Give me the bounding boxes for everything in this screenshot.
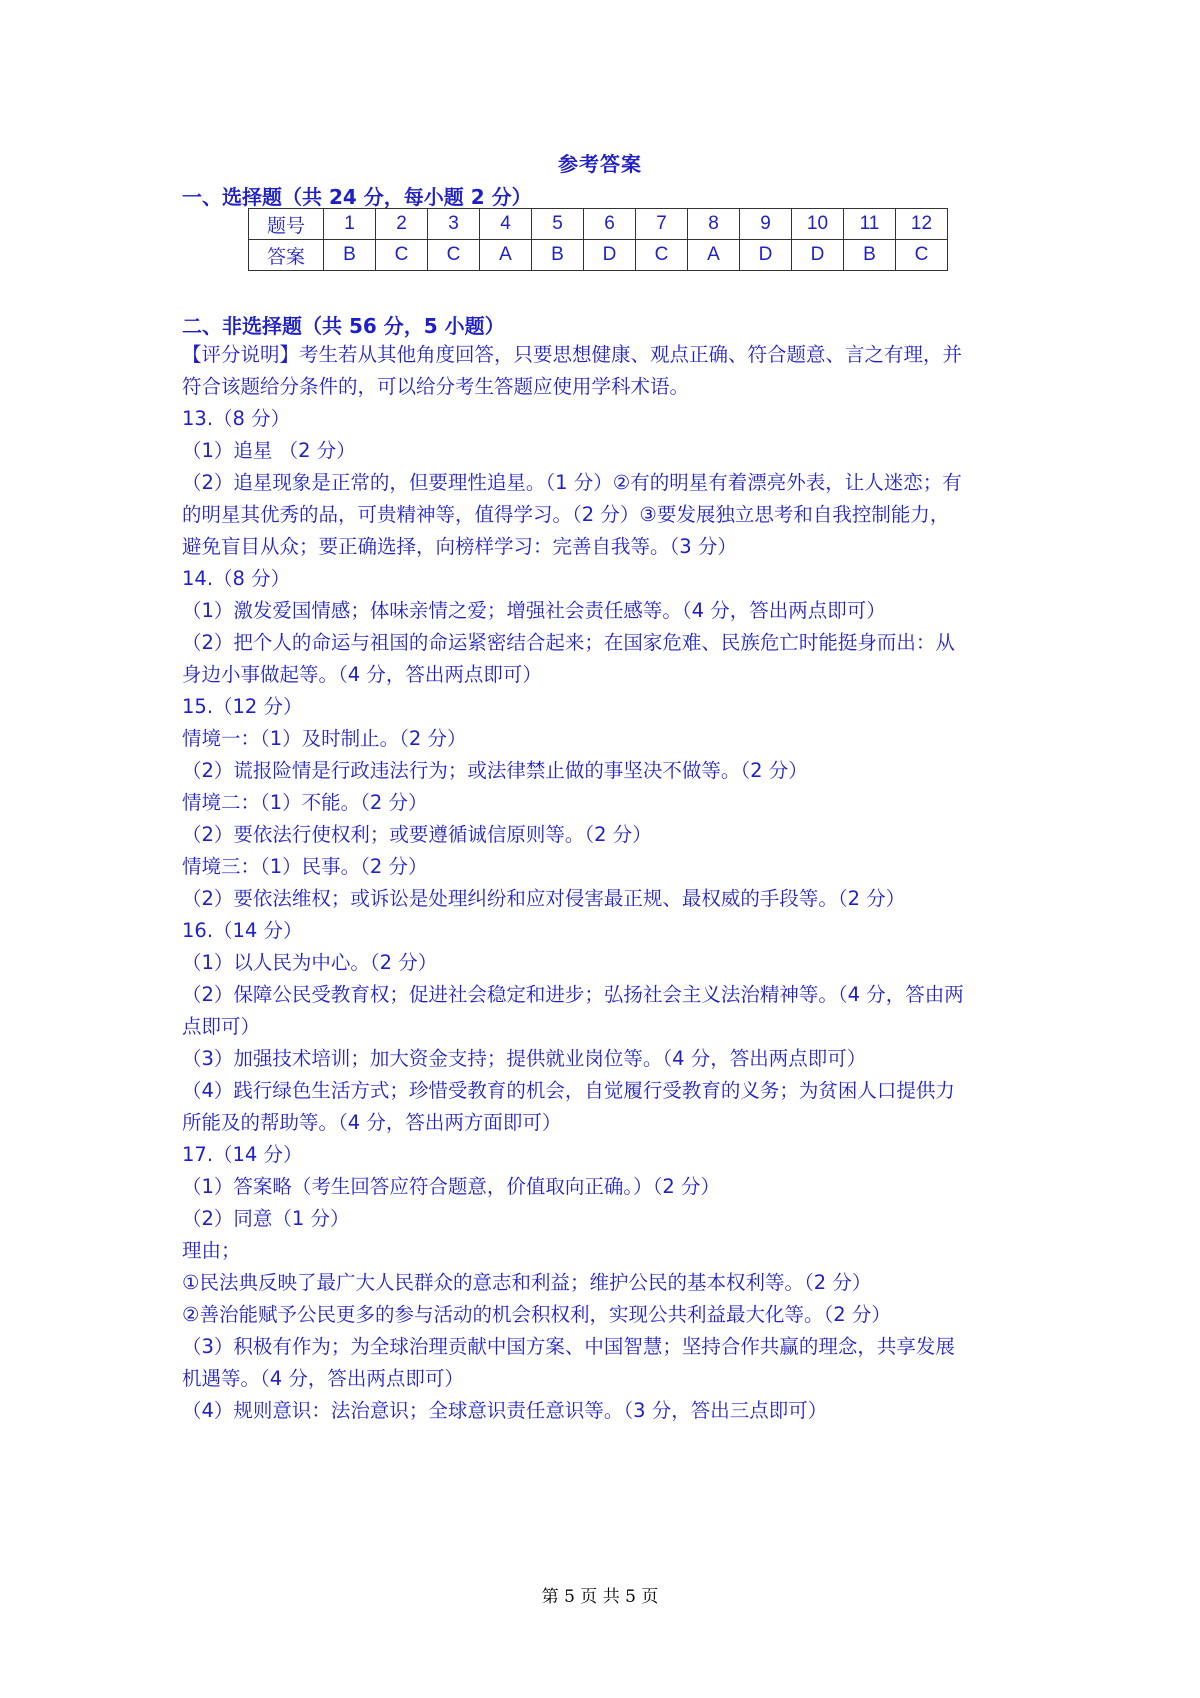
text-line: （3）积极有作为；为全球治理贡献中国方案、中国智慧；坚持合作共赢的理念，共享发展 xyxy=(182,1335,955,1358)
text-line: （2）谎报险情是行政违法行为；或法律禁止做的事坚决不做等。（2 分） xyxy=(182,759,808,782)
text-line: （1）激发爱国情感；体味亲情之爱；增强社会责任感等。（4 分，答出两点即可） xyxy=(182,599,886,622)
section-heading-choice: 一、选择题（共 24 分，每小题 2 分） xyxy=(182,185,532,209)
text-line: （2）保障公民受教育权；促进社会稳定和进步；弘扬社会主义法治精神等。（4 分，答由两 xyxy=(182,983,964,1006)
text-line: 机遇等。（4 分，答出两点即可） xyxy=(182,1367,464,1390)
page-title: 参考答案 xyxy=(558,152,642,176)
text-line: 身边小事做起等。（4 分，答出两点即可） xyxy=(182,663,542,686)
question-number-cell: 3 xyxy=(428,209,480,240)
text-line: （2）要依法维权；或诉讼是处理纠纷和应对侵害最正规、最权威的手段等。（2 分） xyxy=(182,887,906,910)
answer-cell: A xyxy=(688,240,740,271)
answer-row xyxy=(249,240,948,271)
text-line: （2）同意（1 分） xyxy=(182,1207,350,1230)
text-line: （4）践行绿色生活方式；珍惜受教育的机会，自觉履行受教育的义务；为贫困人口提供力 xyxy=(182,1079,955,1102)
question-number-cell: 7 xyxy=(636,209,688,240)
question-number-row xyxy=(249,209,948,240)
answer-cell: C xyxy=(636,240,688,271)
question-number-cell: 6 xyxy=(584,209,636,240)
answer-cell: D xyxy=(740,240,792,271)
text-line: （4）规则意识：法治意识；全球意识责任意识等。（3 分，答出三点即可） xyxy=(182,1399,828,1422)
row-header-number: 题号 xyxy=(249,209,324,240)
text-line: ①民法典反映了最广大人民群众的意志和利益；维护公民的基本权利等。（2 分） xyxy=(182,1271,872,1294)
text-line: 15.（12 分） xyxy=(182,695,303,718)
section-heading-non-choice: 二、非选择题（共 56 分，5 小题） xyxy=(182,314,505,338)
page-footer: 第 5 页 共 5 页 xyxy=(541,1587,659,1607)
text-line: （2）要依法行使权利；或要遵循诚信原则等。（2 分） xyxy=(182,823,652,846)
text-line: （2）把个人的命运与祖国的命运紧密结合起来；在国家危难、民族危亡时能挺身而出：从 xyxy=(182,631,955,654)
answer-cell: B xyxy=(844,240,896,271)
question-number-cell: 9 xyxy=(740,209,792,240)
text-line: 13.（8 分） xyxy=(182,407,291,430)
text-line: 避免盲目从众；要正确选择，向榜样学习：完善自我等。（3 分） xyxy=(182,535,737,558)
text-line: 情境二：（1）不能。（2 分） xyxy=(182,791,428,814)
text-line: （1）以人民为中心。（2 分） xyxy=(182,951,438,974)
question-number-cell: 11 xyxy=(844,209,896,240)
text-line: 的明星其优秀的品，可贵精神等，值得学习。（2 分）③要发展独立思考和自我控制能力， xyxy=(182,503,950,526)
question-number-cell: 1 xyxy=(324,209,376,240)
text-line: （3）加强技术培训；加大资金支持；提供就业岗位等。（4 分，答出两点即可） xyxy=(182,1047,867,1070)
text-line: 所能及的帮助等。（4 分，答出两方面即可） xyxy=(182,1111,562,1134)
text-line: （2）追星现象是正常的，但要理性追星。（1 分）②有的明星有着漂亮外表，让人迷恋；有 xyxy=(182,471,962,494)
text-line: 17.（14 分） xyxy=(182,1143,303,1166)
answer-table xyxy=(248,208,948,271)
question-number-cell: 12 xyxy=(896,209,948,240)
answer-cell: D xyxy=(584,240,636,271)
answer-cell: C xyxy=(896,240,948,271)
answer-cell: B xyxy=(532,240,584,271)
text-line: 14.（8 分） xyxy=(182,567,291,590)
text-line: 符合该题给分条件的，可以给分考生答题应使用学科术语。 xyxy=(182,375,690,398)
question-number-cell: 10 xyxy=(792,209,844,240)
question-number-cell: 8 xyxy=(688,209,740,240)
text-line: 情境三：（1）民事。（2 分） xyxy=(182,855,428,878)
text-line: （1）追星 （2 分） xyxy=(182,439,356,462)
answer-body xyxy=(182,339,1030,1427)
text-line: 情境一：（1）及时制止。（2 分） xyxy=(182,727,467,750)
answer-cell: B xyxy=(324,240,376,271)
text-line: ②善治能赋予公民更多的参与活动的机会积权利，实现公共利益最大化等。（2 分） xyxy=(182,1303,891,1326)
text-line: 点即可） xyxy=(182,1015,261,1038)
answer-cell: D xyxy=(792,240,844,271)
text-line: 理由； xyxy=(182,1239,241,1262)
row-header-answer: 答案 xyxy=(249,240,324,271)
text-line: （1）答案略（考生回答应符合题意，价值取向正确。）（2 分） xyxy=(182,1175,721,1198)
answer-cell: A xyxy=(480,240,532,271)
question-number-cell: 5 xyxy=(532,209,584,240)
answer-cell: C xyxy=(376,240,428,271)
question-number-cell: 2 xyxy=(376,209,428,240)
question-number-cell: 4 xyxy=(480,209,532,240)
text-line: 16.（14 分） xyxy=(182,919,303,942)
text-line: 【评分说明】考生若从其他角度回答，只要思想健康、观点正确、符合题意、言之有理，并 xyxy=(182,343,963,366)
answer-cell: C xyxy=(428,240,480,271)
